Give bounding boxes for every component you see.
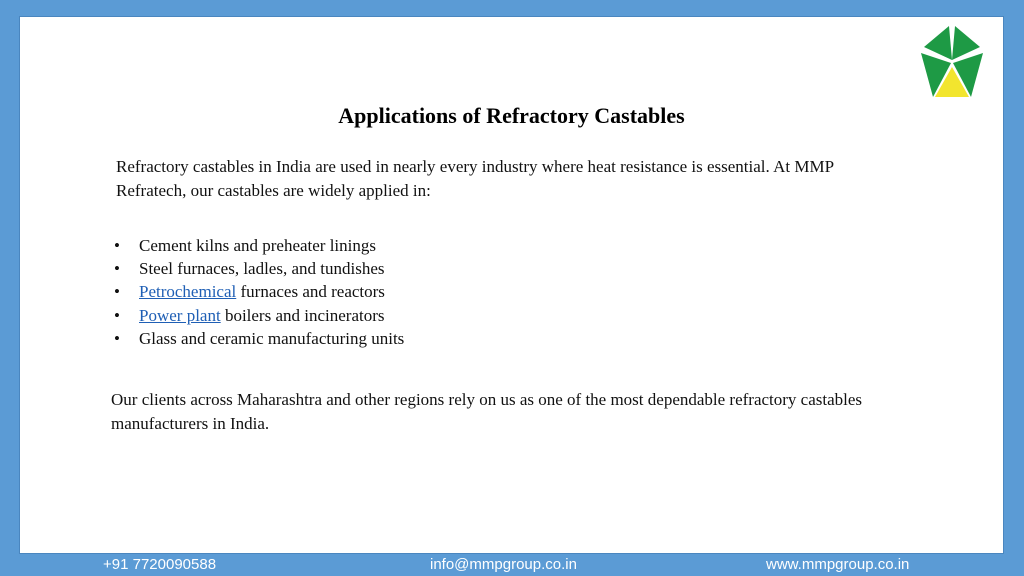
- bullet-icon: •: [114, 236, 120, 255]
- bullet-icon: •: [114, 259, 120, 279]
- footer-email: info@mmpgroup.co.in: [430, 556, 577, 573]
- page-title: Applications of Refractory Castables: [338, 103, 685, 128]
- list-item-text: Steel furnaces, ladles, and tundishes: [139, 259, 385, 279]
- applications-list: [114, 234, 404, 350]
- list-item: [114, 257, 404, 280]
- list-item: [114, 280, 404, 303]
- mmp-logo-icon: [911, 23, 993, 99]
- bullet-icon: •: [114, 305, 120, 325]
- intro-paragraph: Refractory castables in India are used in nearly every industry where heat resistance is essential. At MMP Refratech, our castables are widely applied in:: [116, 157, 834, 200]
- list-item-text: furnaces and reactors: [236, 282, 385, 302]
- list-item: [114, 327, 404, 350]
- petrochemical-link[interactable]: Petrochemical: [139, 282, 237, 302]
- list-item-text: Glass and ceramic manufacturing units: [139, 328, 405, 348]
- power-plant-link[interactable]: Power plant: [139, 305, 221, 325]
- footer-phone: +91 7720090588: [103, 556, 217, 573]
- footer-website: www.mmpgroup.co.in: [766, 556, 910, 573]
- bullet-icon: •: [114, 282, 120, 302]
- list-item-text: Cement kilns and preheater linings: [139, 236, 376, 255]
- list-item: [114, 234, 404, 257]
- list-item-text: boilers and incinerators: [220, 305, 385, 325]
- outro-paragraph: Our clients across Maharashtra and other regions rely on us as one of the most dependable refractory castables manufacturers in India.: [111, 390, 863, 433]
- bullet-icon: •: [114, 328, 120, 348]
- list-item: [114, 304, 404, 327]
- footer-bar: [0, 553, 1024, 576]
- slide: [20, 17, 1003, 553]
